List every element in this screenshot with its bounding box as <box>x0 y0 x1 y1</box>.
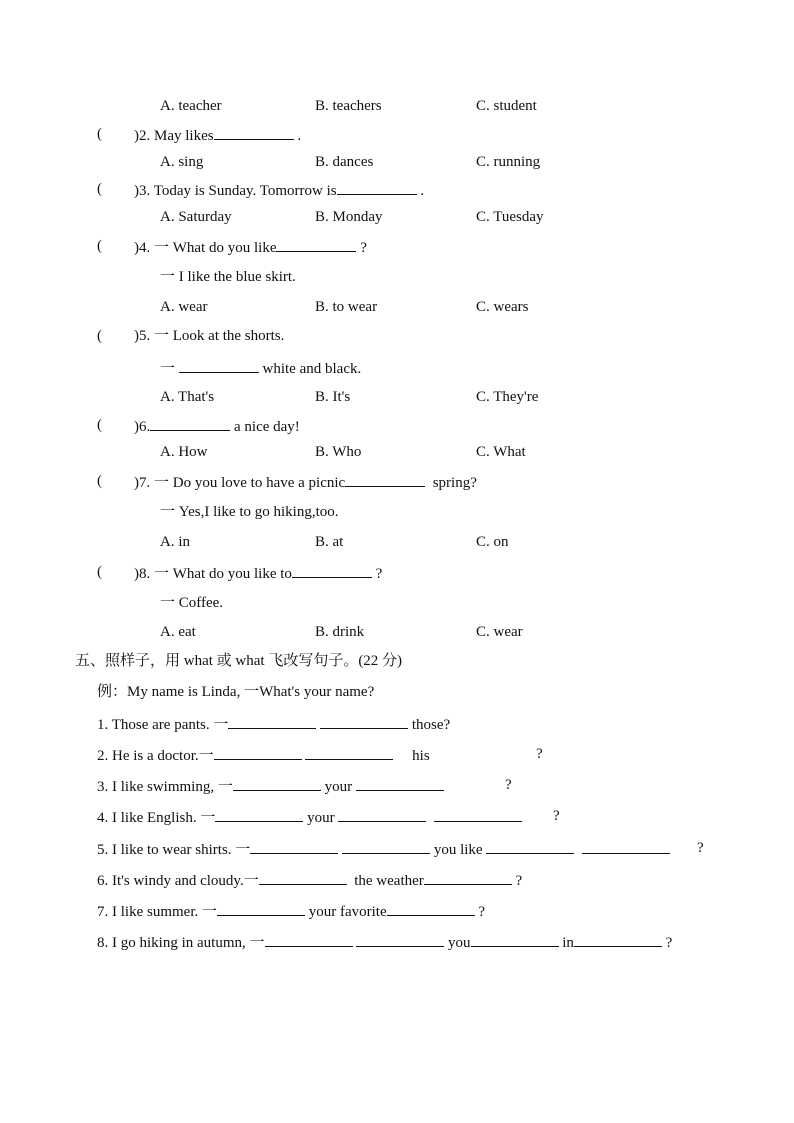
s4-blank-1[interactable] <box>215 807 303 822</box>
q5-option-a: A. That's <box>160 389 215 405</box>
q6-answer-blank[interactable] <box>150 416 230 431</box>
q2-stem <box>134 125 301 145</box>
q7-stem <box>134 472 477 492</box>
s5-blank-2[interactable] <box>342 839 430 854</box>
q8-paren: ( <box>97 564 102 580</box>
s8-text-e: ? <box>661 935 673 951</box>
q8-option-b: B. drink <box>315 624 365 640</box>
q3-option-b: B. Monday <box>315 209 383 225</box>
s8-text-a: 8. I go hiking in autumn, 一 <box>97 935 265 951</box>
s8-text-c: you <box>444 935 471 951</box>
q7-end: spring? <box>425 475 477 491</box>
s5-item-1 <box>97 714 450 734</box>
q5-answer-blank[interactable] <box>179 358 259 373</box>
section5-example: 例：My name is Linda, 一What's your name? <box>97 684 375 700</box>
q5-option-c: C. They're <box>476 389 539 405</box>
q8-option-c: C. wear <box>476 624 523 640</box>
s2-blank-1[interactable] <box>214 745 302 760</box>
s2-blank-2[interactable] <box>305 745 393 760</box>
q7-paren: ( <box>97 473 102 489</box>
s6-text-a: 6. It's windy and cloudy.一 <box>97 873 259 889</box>
s6-text-c: ? <box>511 873 523 889</box>
q1-option-c: C. student <box>476 98 537 114</box>
q8-reply: 一 Coffee. <box>160 595 224 611</box>
q7-answer-blank[interactable] <box>345 472 425 487</box>
q8-text: )8. 一 What do you like to <box>134 566 292 582</box>
s7-text-c: ? <box>474 904 486 920</box>
q6-end: a nice day! <box>230 419 300 435</box>
s3-blank-1[interactable] <box>233 776 321 791</box>
q7-option-a: A. in <box>160 534 190 550</box>
s7-blank-2[interactable] <box>387 901 475 916</box>
s4-text-c <box>426 810 434 826</box>
q8-end: ? <box>371 566 383 582</box>
q6-text: )6. <box>134 419 151 435</box>
s3-blank-2[interactable] <box>356 776 444 791</box>
q2-text: )2. May likes <box>134 128 214 144</box>
s5-item-5 <box>97 839 670 859</box>
q4-reply: 一 I like the blue skirt. <box>160 269 296 285</box>
q7-option-b: B. at <box>315 534 344 550</box>
s5-item-2 <box>97 745 430 765</box>
s1-blank-1[interactable] <box>228 714 316 729</box>
q2-paren: ( <box>97 126 102 142</box>
q7-text: )7. 一 Do you love to have a picnic <box>134 475 346 491</box>
s1-text-c: those? <box>408 717 451 733</box>
s1-blank-2[interactable] <box>320 714 408 729</box>
s4-blank-3[interactable] <box>434 807 522 822</box>
s4-text-b: your <box>303 810 339 826</box>
s7-text-a: 7. I like summer. 一 <box>97 904 217 920</box>
q5-option-b: B. It's <box>315 389 351 405</box>
s5-item-6 <box>97 870 522 890</box>
s7-blank-1[interactable] <box>217 901 305 916</box>
q4-paren: ( <box>97 238 102 254</box>
s3-text-a: 3. I like swimming, 一 <box>97 779 233 795</box>
s4-text-a: 4. I like English. 一 <box>97 810 216 826</box>
s3-text-b: your <box>320 779 356 795</box>
s8-blank-4[interactable] <box>574 932 662 947</box>
s5-item-3 <box>97 776 444 796</box>
q4-end: ? <box>356 240 367 256</box>
s6-blank-1[interactable] <box>259 870 347 885</box>
s8-text-d: in <box>558 935 574 951</box>
s6-text-b: the weather <box>346 873 424 889</box>
s2-text-a: 2. He is a doctor.一 <box>97 748 214 764</box>
q8-stem <box>134 563 382 583</box>
q6-option-a: A. How <box>160 444 208 460</box>
s5-item-4 <box>97 807 522 827</box>
q3-text: )3. Today is Sunday. Tomorrow is <box>134 183 337 199</box>
s5-text-d <box>574 842 582 858</box>
q2-answer-blank[interactable] <box>214 125 294 140</box>
q4-stem <box>134 237 367 257</box>
s5-text-a: 5. I like to wear shirts. 一 <box>97 842 251 858</box>
s5-item-8 <box>97 932 672 952</box>
s6-blank-2[interactable] <box>424 870 512 885</box>
q2-option-c: C. running <box>476 154 541 170</box>
q4-answer-blank[interactable] <box>276 237 356 252</box>
q3-stem <box>134 180 424 200</box>
q7-option-c: C. on <box>476 534 509 550</box>
q3-option-c: C. Tuesday <box>476 209 544 225</box>
q1-option-a: A. teacher <box>160 98 222 114</box>
q3-answer-blank[interactable] <box>337 180 417 195</box>
q4-text: )4. 一 What do you like <box>134 240 277 256</box>
q3-end: . <box>416 183 425 199</box>
s5-blank-1[interactable] <box>250 839 338 854</box>
s3-question-mark: ? <box>505 777 512 793</box>
q7-reply: 一 Yes,I like to go hiking,too. <box>160 504 339 520</box>
s5-question-mark: ? <box>697 840 704 856</box>
q8-option-a: A. eat <box>160 624 196 640</box>
q5-reply <box>160 358 361 378</box>
q1-option-b: B. teachers <box>315 98 382 114</box>
s7-text-b: your favorite <box>305 904 387 920</box>
q5-paren: ( <box>97 328 102 344</box>
s2-question-mark: ? <box>536 746 543 762</box>
s5-item-7 <box>97 901 485 921</box>
q6-stem <box>134 416 300 436</box>
q2-end: . <box>293 128 302 144</box>
q8-answer-blank[interactable] <box>292 563 372 578</box>
q5-reply-dash: 一 <box>160 361 179 377</box>
q6-paren: ( <box>97 417 102 433</box>
s1-text-a: 1. Those are pants. 一 <box>97 717 229 733</box>
q5-stem: )5. 一 Look at the shorts. <box>134 328 285 344</box>
q4-option-c: C. wears <box>476 299 529 315</box>
s4-question-mark: ? <box>553 808 560 824</box>
s2-text-c: his <box>393 748 430 764</box>
q3-paren: ( <box>97 181 102 197</box>
s5-blank-3[interactable] <box>486 839 574 854</box>
s5-text-c: you like <box>430 842 487 858</box>
q2-option-b: B. dances <box>315 154 374 170</box>
s8-blank-2[interactable] <box>356 932 444 947</box>
q3-option-a: A. Saturday <box>160 209 232 225</box>
q4-option-b: B. to wear <box>315 299 378 315</box>
q4-option-a: A. wear <box>160 299 208 315</box>
s4-blank-2[interactable] <box>338 807 426 822</box>
s8-blank-1[interactable] <box>265 932 353 947</box>
q6-option-b: B. Who <box>315 444 362 460</box>
section5-heading: 五、照样子，用 what 或 what 飞改写句子。(22 分) <box>75 653 403 669</box>
q6-option-c: C. What <box>476 444 526 460</box>
s8-blank-3[interactable] <box>471 932 559 947</box>
q2-option-a: A. sing <box>160 154 204 170</box>
s5-blank-4[interactable] <box>582 839 670 854</box>
q5-reply-end: white and black. <box>258 361 362 377</box>
